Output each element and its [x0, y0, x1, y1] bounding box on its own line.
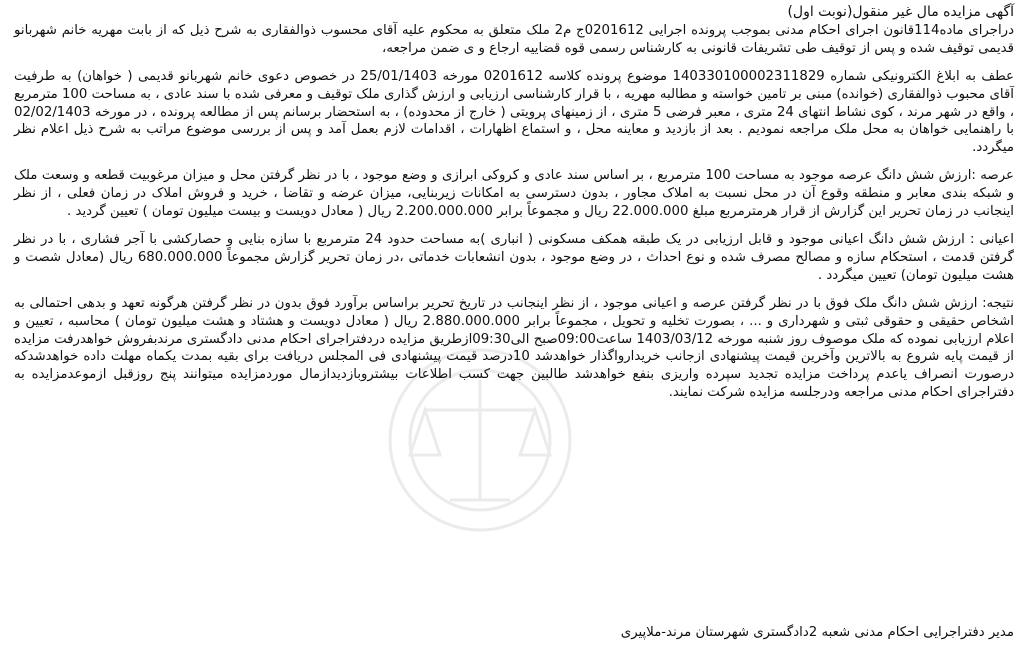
notice-reference-paragraph: عطف به ابلاغ الکترونیکی شماره 140330100002311829 موضوع پرونده کلاسه 0201612 مورخه 25/01/1403 در خصوص دعوی خانم شهربانو قدیمی ( خواهان) به طرفیت آقای محبوب ذوالفقاری (خوانده) مبنی بر تامین خواسته و مطالبه مهریه ، با قرار کارشناسی ارزیابی و ارزش گذاری ملک توقیف و معرفی شده با سند عادی ، به مساحت 100 مترمربع ، واقع در شهر مرند ، کوی نشاط انتهای 24 متری ، معبر فرضی 5 متری ، از زمینهای پرویتی ( خارج از محدوده) ، به استحضار برسانم پس از مطالعه پرونده ، در مورخه 02/02/1403 با راهنمایی خواهان به محل ملک مراجعه نمودیم . بعد از بازدید و معاینه محل ، و استماع اظهارات ، اقدامات لازم بعمل آمد و پس از بررسی موضوع مراتب به شرح ذیل اعلام نظر میگردد. [14, 68, 1014, 156]
notice-intro: دراجرای ماده114قانون اجرای احکام مدنی بموجب پرونده اجرایی 0201612ج م2 ملک متعلق به محکوم علیه آقای محسوب ذوالفقاری به شرح ذیل که از بابت مهریه خانم شهربانو قدیمی توقیف شده و پس از توقیف طی تشریفات قانونی به کارشناس رسمی قوه قضاییه ارجاع و ی ضمن مراجعه، [14, 22, 1015, 56]
notice-title: آگهی مزایده مال غیر منقول(نوبت اول) [787, 4, 1014, 20]
auction-notice [14, 4, 1014, 652]
notice-signature: مدیر دفتراجرایی احکام مدنی شعبه 2دادگستری شهرستان مرند-ملاپیری [620, 625, 1014, 640]
notice-result-paragraph: نتیجه: ارزش شش دانگ ملک فوق با در نظر گرفتن عرصه و اعیانی موجود ، از نظر اینجانب در تاریخ تحریر براساس برآورد فوق بدون در نظر گرفتن هرگونه تعهد و بدهی احتمالی به اشخاص حقیقی و حقوقی ثبتی و شهرداری و ... ، بصورت تخلیه و تحویل ، مجموعاً برابر 2.880.000.000 ریال ( معادل دویست و هشتاد و هشت میلیون تومان ) محاسبه ، تعیین و اعلام ارزیابی نموده که ملک موصوف روز شنبه مورخه 1403/03/12 ساعت09:00صبح الی09:30ازطریق مزایده دردفتراجرای احکام مدنی دادگستری مرندبفروش خواهدرفت مزایده از قیمت پایه شروع به بالاترین وآخرین قیمت پیشنهادی ازجانب خریداروا‌گذار خواهدشد 10درصد قیمت پیشنهادی فی المجلس دریافت برای بقیه بمدت یکماه مهلت داده خواهدشدکه درصورت انصراف یاعدم پرداخت مزایده تجدید سپرده واریزی بنفع خواهدشد طالبین جهت کسب اطلاعات بیشتروبازدیدازمال موردمزایده میتوانند پنج روزقبل ازموعدمزایده به دفتراجرای احکام مدنی مراجعه ودرجلسه مزایده شرکت نمایند. [14, 295, 1014, 401]
notice-building-valuation: اعیانی : ارزش شش دانگ اعیانی موجود و قابل ارزیابی در یک طبقه همکف مسکونی ( انباری )به مساحت حدود 24 مترمربع با سازه بنایی و حصارکشی با آجر فشاری ، با در نظر گرفتن قدمت ، استحکام سازه و مصالح مصرف شده و نوع احداث ، در وضع موجود ، بدون انشعابات خدماتی ،در زمان تحریر گزارش مجموعاً 680.000.000 ریال (معادل شصت و هشت میلیون تومان) تعیین میگردد . [14, 231, 1015, 283]
notice-land-valuation: عرصه :ارزش شش دانگ عرصه موجود به مساحت 100 مترمربع ، بر اساس سند عادی و کروکی ابرازی و وضع موجود ، با در نظر گرفتن محل و میزان مرغوبیت قطعه و وسعت ملک و شبکه بندی معابر و منطقه وقوع آن در محل نسبت به املاک مجاور ، بدون دسترسی به امکانات زیربنایی، میزان عرضه و تقاضا ، خرید و فروش املاک در زمان فعلی ، از نظر اینجانب در زمان تحریر این گزارش از قرار هرمترمربع مبلغ 22.000.000 ریال و مجموعاً برابر 2.200.000.000 ریال ( معادل دویست و بیست میلیون تومان ) تعیین گردید . [14, 168, 1014, 220]
